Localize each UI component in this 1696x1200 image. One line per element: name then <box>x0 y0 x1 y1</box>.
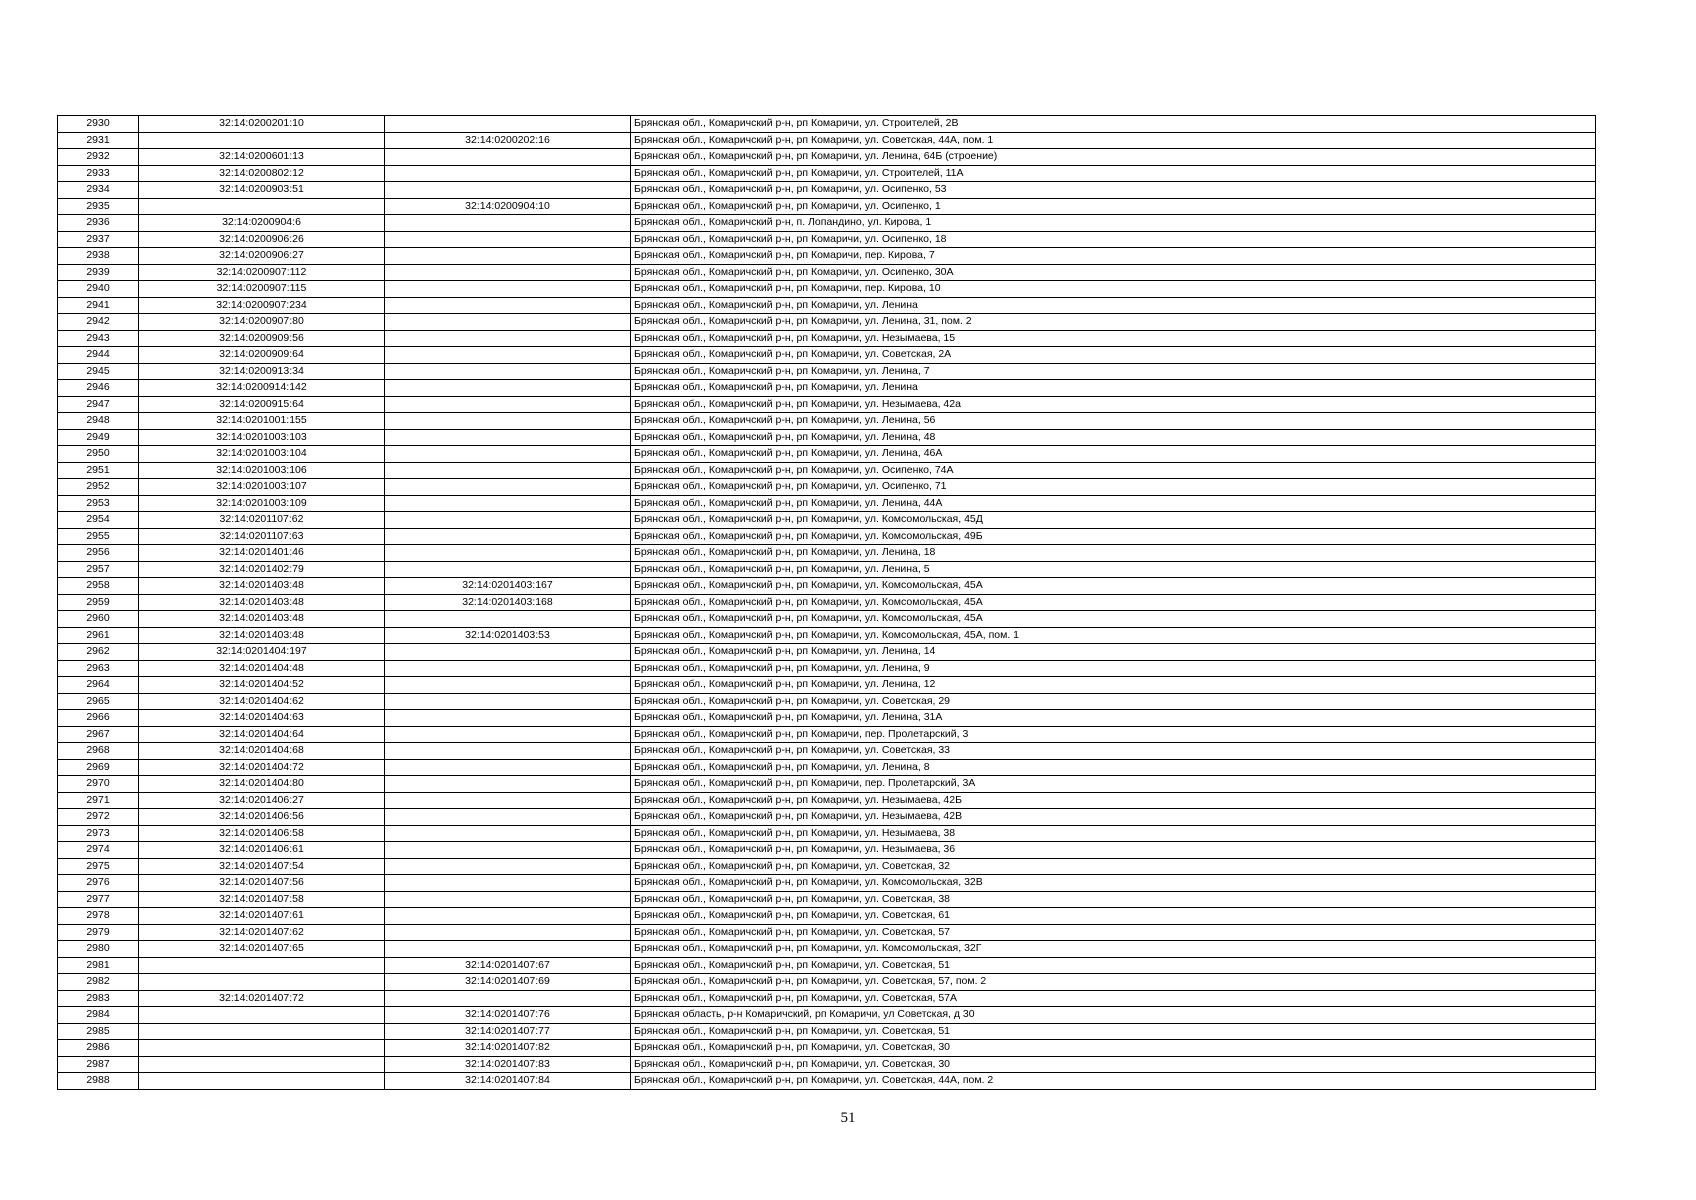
related-cadastral-number-cell <box>385 924 631 941</box>
address-cell: Брянская обл., Комаричский р-н, рп Комаричи, ул. Ленина, 14 <box>631 644 1596 661</box>
cadastral-number-cell: 32:14:0201407:56 <box>139 875 385 892</box>
address-cell: Брянская обл., Комаричский р-н, рп Комаричи, ул. Комсомольская, 45А <box>631 611 1596 628</box>
cadastral-number-cell: 32:14:0201001:155 <box>139 413 385 430</box>
table-row <box>58 1073 1596 1090</box>
row-number-cell: 2946 <box>58 380 139 397</box>
row-number-cell: 2965 <box>58 693 139 710</box>
row-number-cell: 2948 <box>58 413 139 430</box>
cadastral-number-cell: 32:14:0200907:115 <box>139 281 385 298</box>
row-number-cell: 2983 <box>58 990 139 1007</box>
address-cell: Брянская обл., Комаричский р-н, рп Комаричи, ул. Незымаева, 36 <box>631 842 1596 859</box>
related-cadastral-number-cell: 32:14:0200202:16 <box>385 132 631 149</box>
cadastral-number-cell: 32:14:0201407:65 <box>139 941 385 958</box>
cadastral-number-cell: 32:14:0200906:27 <box>139 248 385 265</box>
row-number-cell: 2943 <box>58 330 139 347</box>
related-cadastral-number-cell: 32:14:0201403:168 <box>385 594 631 611</box>
related-cadastral-number-cell <box>385 891 631 908</box>
related-cadastral-number-cell <box>385 479 631 496</box>
cadastral-number-cell: 32:14:0201403:48 <box>139 611 385 628</box>
related-cadastral-number-cell <box>385 396 631 413</box>
row-number-cell: 2974 <box>58 842 139 859</box>
address-cell: Брянская обл., Комаричский р-н, рп Комаричи, ул. Строителей, 2В <box>631 116 1596 133</box>
related-cadastral-number-cell: 32:14:0201407:67 <box>385 957 631 974</box>
cadastral-number-cell: 32:14:0201003:106 <box>139 462 385 479</box>
cadastral-number-cell: 32:14:0201404:52 <box>139 677 385 694</box>
address-cell: Брянская обл., Комаричский р-н, рп Комаричи, ул. Советская, 51 <box>631 957 1596 974</box>
cadastral-number-cell: 32:14:0201107:62 <box>139 512 385 529</box>
cadastral-number-cell: 32:14:0201404:48 <box>139 660 385 677</box>
related-cadastral-number-cell <box>385 809 631 826</box>
cadastral-number-cell: 32:14:0201404:197 <box>139 644 385 661</box>
related-cadastral-number-cell <box>385 611 631 628</box>
table-row <box>58 561 1596 578</box>
cadastral-number-cell: 32:14:0201407:62 <box>139 924 385 941</box>
cadastral-number-cell: 32:14:0200903:51 <box>139 182 385 199</box>
table-row <box>58 363 1596 380</box>
related-cadastral-number-cell <box>385 297 631 314</box>
table-row <box>58 479 1596 496</box>
related-cadastral-number-cell <box>385 759 631 776</box>
address-cell: Брянская обл., Комаричский р-н, рп Комаричи, ул. Незымаева, 42В <box>631 809 1596 826</box>
address-cell: Брянская обл., Комаричский р-н, рп Комаричи, ул. Ленина, 12 <box>631 677 1596 694</box>
table-row <box>58 446 1596 463</box>
related-cadastral-number-cell <box>385 347 631 364</box>
row-number-cell: 2934 <box>58 182 139 199</box>
related-cadastral-number-cell <box>385 693 631 710</box>
row-number-cell: 2967 <box>58 726 139 743</box>
row-number-cell: 2940 <box>58 281 139 298</box>
cadastral-number-cell: 32:14:0200913:34 <box>139 363 385 380</box>
related-cadastral-number-cell <box>385 545 631 562</box>
related-cadastral-number-cell <box>385 165 631 182</box>
cadastral-number-cell: 32:14:0201401:46 <box>139 545 385 562</box>
row-number-cell: 2975 <box>58 858 139 875</box>
related-cadastral-number-cell <box>385 182 631 199</box>
related-cadastral-number-cell <box>385 281 631 298</box>
cadastral-number-cell <box>139 1073 385 1090</box>
table-row <box>58 429 1596 446</box>
table-row <box>58 314 1596 331</box>
related-cadastral-number-cell <box>385 743 631 760</box>
row-number-cell: 2981 <box>58 957 139 974</box>
cadastral-number-cell: 32:14:0201407:72 <box>139 990 385 1007</box>
row-number-cell: 2953 <box>58 495 139 512</box>
address-cell: Брянская обл., Комаричский р-н, рп Комаричи, ул. Строителей, 11А <box>631 165 1596 182</box>
cadastral-number-cell: 32:14:0200906:26 <box>139 231 385 248</box>
row-number-cell: 2936 <box>58 215 139 232</box>
address-cell: Брянская обл., Комаричский р-н, рп Комаричи, ул. Советская, 51 <box>631 1023 1596 1040</box>
address-cell: Брянская обл., Комаричский р-н, рп Комаричи, ул. Советская, 38 <box>631 891 1596 908</box>
cadastral-number-cell: 32:14:0200907:80 <box>139 314 385 331</box>
row-number-cell: 2969 <box>58 759 139 776</box>
cadastral-number-cell: 32:14:0201003:104 <box>139 446 385 463</box>
related-cadastral-number-cell: 32:14:0201407:84 <box>385 1073 631 1090</box>
related-cadastral-number-cell <box>385 248 631 265</box>
table-row <box>58 792 1596 809</box>
address-cell: Брянская обл., Комаричский р-н, рп Комаричи, ул. Советская, 2А <box>631 347 1596 364</box>
row-number-cell: 2959 <box>58 594 139 611</box>
cadastral-number-cell: 32:14:0200904:6 <box>139 215 385 232</box>
row-number-cell: 2968 <box>58 743 139 760</box>
address-cell: Брянская обл., Комаричский р-н, рп Комаричи, пер. Кирова, 10 <box>631 281 1596 298</box>
table-body <box>58 116 1596 1090</box>
related-cadastral-number-cell <box>385 660 631 677</box>
cadastral-number-cell: 32:14:0201403:48 <box>139 594 385 611</box>
address-cell: Брянская обл., Комаричский р-н, рп Комаричи, ул. Советская, 61 <box>631 908 1596 925</box>
address-cell: Брянская обл., Комаричский р-н, рп Комаричи, ул. Ленина, 9 <box>631 660 1596 677</box>
address-cell: Брянская обл., Комаричский р-н, рп Комаричи, ул. Комсомольская, 32Г <box>631 941 1596 958</box>
table-row <box>58 809 1596 826</box>
related-cadastral-number-cell <box>385 363 631 380</box>
related-cadastral-number-cell <box>385 644 631 661</box>
table-row <box>58 215 1596 232</box>
row-number-cell: 2976 <box>58 875 139 892</box>
cadastral-number-cell: 32:14:0200915:64 <box>139 396 385 413</box>
cadastral-number-cell: 32:14:0200909:64 <box>139 347 385 364</box>
row-number-cell: 2937 <box>58 231 139 248</box>
table-row <box>58 743 1596 760</box>
row-number-cell: 2963 <box>58 660 139 677</box>
table-row <box>58 990 1596 1007</box>
table-row <box>58 297 1596 314</box>
table-row <box>58 165 1596 182</box>
row-number-cell: 2938 <box>58 248 139 265</box>
address-cell: Брянская обл., Комаричский р-н, рп Комаричи, ул. Советская, 44А, пом. 2 <box>631 1073 1596 1090</box>
table-row <box>58 116 1596 133</box>
row-number-cell: 2945 <box>58 363 139 380</box>
cadastral-number-cell <box>139 957 385 974</box>
address-cell: Брянская обл., Комаричский р-н, рп Комаричи, ул. Комсомольская, 49Б <box>631 528 1596 545</box>
table-row <box>58 875 1596 892</box>
cadastral-number-cell: 32:14:0201107:63 <box>139 528 385 545</box>
table-row <box>58 1056 1596 1073</box>
table-row <box>58 1023 1596 1040</box>
address-cell: Брянская обл., Комаричский р-н, рп Комаричи, ул. Ленина <box>631 297 1596 314</box>
table-row <box>58 281 1596 298</box>
related-cadastral-number-cell <box>385 330 631 347</box>
related-cadastral-number-cell <box>385 462 631 479</box>
cadastral-number-cell: 32:14:0201003:107 <box>139 479 385 496</box>
cadastral-number-cell: 32:14:0200802:12 <box>139 165 385 182</box>
cadastral-number-cell: 32:14:0200201:10 <box>139 116 385 133</box>
cadastral-number-cell: 32:14:0201404:63 <box>139 710 385 727</box>
cadastral-number-cell <box>139 132 385 149</box>
address-cell: Брянская обл., Комаричский р-н, рп Комаричи, ул. Незымаева, 42а <box>631 396 1596 413</box>
related-cadastral-number-cell: 32:14:0201407:76 <box>385 1007 631 1024</box>
address-cell: Брянская обл., Комаричский р-н, рп Комаричи, ул. Советская, 30 <box>631 1040 1596 1057</box>
related-cadastral-number-cell <box>385 264 631 281</box>
row-number-cell: 2962 <box>58 644 139 661</box>
address-cell: Брянская обл., Комаричский р-н, рп Комаричи, пер. Пролетарский, 3А <box>631 776 1596 793</box>
row-number-cell: 2954 <box>58 512 139 529</box>
row-number-cell: 2952 <box>58 479 139 496</box>
cadastral-number-cell: 32:14:0201404:62 <box>139 693 385 710</box>
row-number-cell: 2958 <box>58 578 139 595</box>
property-registry-table <box>57 115 1596 1090</box>
cadastral-number-cell: 32:14:0201406:61 <box>139 842 385 859</box>
related-cadastral-number-cell <box>385 908 631 925</box>
table-row <box>58 396 1596 413</box>
row-number-cell: 2947 <box>58 396 139 413</box>
table-row <box>58 594 1596 611</box>
related-cadastral-number-cell <box>385 495 631 512</box>
table-row <box>58 528 1596 545</box>
table-row <box>58 198 1596 215</box>
cadastral-number-cell: 32:14:0201402:79 <box>139 561 385 578</box>
cadastral-number-cell: 32:14:0200914:142 <box>139 380 385 397</box>
row-number-cell: 2960 <box>58 611 139 628</box>
row-number-cell: 2933 <box>58 165 139 182</box>
address-cell: Брянская обл., Комаричский р-н, рп Комаричи, ул. Ленина, 18 <box>631 545 1596 562</box>
related-cadastral-number-cell <box>385 314 631 331</box>
related-cadastral-number-cell <box>385 116 631 133</box>
address-cell: Брянская обл., Комаричский р-н, рп Комаричи, пер. Пролетарский, 3 <box>631 726 1596 743</box>
table-row <box>58 693 1596 710</box>
address-cell: Брянская обл., Комаричский р-н, рп Комаричи, ул. Ленина, 8 <box>631 759 1596 776</box>
cadastral-number-cell: 32:14:0201406:58 <box>139 825 385 842</box>
cadastral-number-cell: 32:14:0201403:48 <box>139 578 385 595</box>
related-cadastral-number-cell <box>385 875 631 892</box>
page-number: 51 <box>840 1110 856 1126</box>
address-cell: Брянская обл., Комаричский р-н, рп Комаричи, ул. Советская, 57А <box>631 990 1596 1007</box>
cadastral-number-cell: 32:14:0201407:61 <box>139 908 385 925</box>
cadastral-number-cell <box>139 1056 385 1073</box>
table-row <box>58 132 1596 149</box>
cadastral-number-cell <box>139 974 385 991</box>
row-number-cell: 2932 <box>58 149 139 166</box>
address-cell: Брянская обл., Комаричский р-н, п. Лопандино, ул. Кирова, 1 <box>631 215 1596 232</box>
table-row <box>58 759 1596 776</box>
row-number-cell: 2942 <box>58 314 139 331</box>
row-number-cell: 2982 <box>58 974 139 991</box>
table-row <box>58 908 1596 925</box>
related-cadastral-number-cell: 32:14:0201403:53 <box>385 627 631 644</box>
address-cell: Брянская обл., Комаричский р-н, рп Комаричи, ул. Советская, 29 <box>631 693 1596 710</box>
related-cadastral-number-cell <box>385 215 631 232</box>
address-cell: Брянская обл., Комаричский р-н, рп Комаричи, ул. Осипенко, 30А <box>631 264 1596 281</box>
address-cell: Брянская обл., Комаричский р-н, рп Комаричи, ул. Ленина <box>631 380 1596 397</box>
row-number-cell: 2955 <box>58 528 139 545</box>
row-number-cell: 2966 <box>58 710 139 727</box>
table-row <box>58 957 1596 974</box>
cadastral-number-cell <box>139 1007 385 1024</box>
related-cadastral-number-cell <box>385 429 631 446</box>
related-cadastral-number-cell: 32:14:0201407:77 <box>385 1023 631 1040</box>
address-cell: Брянская обл., Комаричский р-н, рп Комаричи, ул. Советская, 33 <box>631 743 1596 760</box>
row-number-cell: 2977 <box>58 891 139 908</box>
table-row <box>58 380 1596 397</box>
table-row <box>58 842 1596 859</box>
table-row <box>58 611 1596 628</box>
table-row <box>58 248 1596 265</box>
related-cadastral-number-cell <box>385 710 631 727</box>
row-number-cell: 2964 <box>58 677 139 694</box>
address-cell: Брянская обл., Комаричский р-н, рп Комаричи, ул. Советская, 30 <box>631 1056 1596 1073</box>
address-cell: Брянская обл., Комаричский р-н, рп Комаричи, ул. Советская, 32 <box>631 858 1596 875</box>
address-cell: Брянская обл., Комаричский р-н, рп Комаричи, ул. Ленина, 44А <box>631 495 1596 512</box>
row-number-cell: 2931 <box>58 132 139 149</box>
cadastral-number-cell: 32:14:0201404:68 <box>139 743 385 760</box>
table-row <box>58 1040 1596 1057</box>
cadastral-number-cell: 32:14:0201003:109 <box>139 495 385 512</box>
address-cell: Брянская обл., Комаричский р-н, рп Комаричи, ул. Ленина, 64Б (строение) <box>631 149 1596 166</box>
table-row <box>58 1007 1596 1024</box>
cadastral-number-cell <box>139 1023 385 1040</box>
table-row <box>58 149 1596 166</box>
related-cadastral-number-cell <box>385 446 631 463</box>
table-row <box>58 462 1596 479</box>
cadastral-number-cell: 32:14:0200907:112 <box>139 264 385 281</box>
row-number-cell: 2980 <box>58 941 139 958</box>
cadastral-number-cell: 32:14:0201404:64 <box>139 726 385 743</box>
row-number-cell: 2985 <box>58 1023 139 1040</box>
cadastral-number-cell <box>139 198 385 215</box>
row-number-cell: 2986 <box>58 1040 139 1057</box>
related-cadastral-number-cell <box>385 825 631 842</box>
cadastral-number-cell: 32:14:0201404:72 <box>139 759 385 776</box>
address-cell: Брянская обл., Комаричский р-н, рп Комаричи, ул. Советская, 44А, пом. 1 <box>631 132 1596 149</box>
related-cadastral-number-cell <box>385 941 631 958</box>
row-number-cell: 2950 <box>58 446 139 463</box>
table-row <box>58 231 1596 248</box>
table-row <box>58 776 1596 793</box>
cadastral-number-cell: 32:14:0201407:58 <box>139 891 385 908</box>
related-cadastral-number-cell <box>385 990 631 1007</box>
address-cell: Брянская обл., Комаричский р-н, рп Комаричи, ул. Ленина, 31, пом. 2 <box>631 314 1596 331</box>
row-number-cell: 2973 <box>58 825 139 842</box>
row-number-cell: 2956 <box>58 545 139 562</box>
address-cell: Брянская обл., Комаричский р-н, рп Комаричи, ул. Осипенко, 74А <box>631 462 1596 479</box>
address-cell: Брянская обл., Комаричский р-н, рп Комаричи, ул. Ленина, 46А <box>631 446 1596 463</box>
related-cadastral-number-cell: 32:14:0200904:10 <box>385 198 631 215</box>
cadastral-number-cell: 32:14:0200909:56 <box>139 330 385 347</box>
related-cadastral-number-cell <box>385 149 631 166</box>
table-row <box>58 644 1596 661</box>
table-row <box>58 182 1596 199</box>
row-number-cell: 2935 <box>58 198 139 215</box>
row-number-cell: 2939 <box>58 264 139 281</box>
related-cadastral-number-cell <box>385 512 631 529</box>
address-cell: Брянская обл., Комаричский р-н, рп Комаричи, ул. Советская, 57 <box>631 924 1596 941</box>
related-cadastral-number-cell <box>385 561 631 578</box>
row-number-cell: 2971 <box>58 792 139 809</box>
row-number-cell: 2944 <box>58 347 139 364</box>
related-cadastral-number-cell <box>385 528 631 545</box>
address-cell: Брянская обл., Комаричский р-н, рп Комаричи, ул. Незымаева, 42Б <box>631 792 1596 809</box>
table-row <box>58 512 1596 529</box>
cadastral-number-cell: 32:14:0201403:48 <box>139 627 385 644</box>
table-row <box>58 891 1596 908</box>
related-cadastral-number-cell <box>385 858 631 875</box>
related-cadastral-number-cell <box>385 776 631 793</box>
address-cell: Брянская обл., Комаричский р-н, рп Комаричи, ул. Осипенко, 18 <box>631 231 1596 248</box>
related-cadastral-number-cell: 32:14:0201403:167 <box>385 578 631 595</box>
table-row <box>58 677 1596 694</box>
related-cadastral-number-cell: 32:14:0201407:83 <box>385 1056 631 1073</box>
row-number-cell: 2979 <box>58 924 139 941</box>
related-cadastral-number-cell <box>385 792 631 809</box>
table-row <box>58 347 1596 364</box>
table-row <box>58 941 1596 958</box>
address-cell: Брянская обл., Комаричский р-н, рп Комаричи, ул. Осипенко, 1 <box>631 198 1596 215</box>
address-cell: Брянская обл., Комаричский р-н, рп Комаричи, ул. Осипенко, 71 <box>631 479 1596 496</box>
table-row <box>58 974 1596 991</box>
table-row <box>58 924 1596 941</box>
row-number-cell: 2941 <box>58 297 139 314</box>
address-cell: Брянская обл., Комаричский р-н, рп Комаричи, ул. Комсомольская, 32В <box>631 875 1596 892</box>
cadastral-number-cell: 32:14:0200601:13 <box>139 149 385 166</box>
cadastral-number-cell: 32:14:0201003:103 <box>139 429 385 446</box>
related-cadastral-number-cell: 32:14:0201407:82 <box>385 1040 631 1057</box>
address-cell: Брянская обл., Комаричский р-н, рп Комаричи, ул. Комсомольская, 45Д <box>631 512 1596 529</box>
table-row <box>58 413 1596 430</box>
row-number-cell: 2961 <box>58 627 139 644</box>
row-number-cell: 2987 <box>58 1056 139 1073</box>
related-cadastral-number-cell <box>385 380 631 397</box>
table-row <box>58 726 1596 743</box>
row-number-cell: 2984 <box>58 1007 139 1024</box>
related-cadastral-number-cell <box>385 413 631 430</box>
related-cadastral-number-cell <box>385 231 631 248</box>
cadastral-number-cell: 32:14:0201406:56 <box>139 809 385 826</box>
row-number-cell: 2988 <box>58 1073 139 1090</box>
cadastral-number-cell: 32:14:0201406:27 <box>139 792 385 809</box>
address-cell: Брянская обл., Комаричский р-н, рп Комаричи, ул. Ленина, 31А <box>631 710 1596 727</box>
address-cell: Брянская обл., Комаричский р-н, рп Комаричи, ул. Комсомольская, 45А <box>631 578 1596 595</box>
table-row <box>58 330 1596 347</box>
row-number-cell: 2970 <box>58 776 139 793</box>
table-row <box>58 627 1596 644</box>
address-cell: Брянская обл., Комаричский р-н, рп Комаричи, ул. Комсомольская, 45А, пом. 1 <box>631 627 1596 644</box>
address-cell: Брянская обл., Комаричский р-н, рп Комаричи, ул. Осипенко, 53 <box>631 182 1596 199</box>
table-row <box>58 495 1596 512</box>
address-cell: Брянская обл., Комаричский р-н, рп Комаричи, ул. Ленина, 5 <box>631 561 1596 578</box>
row-number-cell: 2972 <box>58 809 139 826</box>
related-cadastral-number-cell <box>385 842 631 859</box>
address-cell: Брянская обл., Комаричский р-н, рп Комаричи, пер. Кирова, 7 <box>631 248 1596 265</box>
related-cadastral-number-cell: 32:14:0201407:69 <box>385 974 631 991</box>
address-cell: Брянская область, р-н Комаричский, рп Комаричи, ул Советская, д 30 <box>631 1007 1596 1024</box>
row-number-cell: 2978 <box>58 908 139 925</box>
address-cell: Брянская обл., Комаричский р-н, рп Комаричи, ул. Ленина, 48 <box>631 429 1596 446</box>
table-row <box>58 710 1596 727</box>
row-number-cell: 2957 <box>58 561 139 578</box>
address-cell: Брянская обл., Комаричский р-н, рп Комаричи, ул. Советская, 57, пом. 2 <box>631 974 1596 991</box>
table-row <box>58 660 1596 677</box>
table-row <box>58 858 1596 875</box>
table-row <box>58 825 1596 842</box>
address-cell: Брянская обл., Комаричский р-н, рп Комаричи, ул. Ленина, 7 <box>631 363 1596 380</box>
address-cell: Брянская обл., Комаричский р-н, рп Комаричи, ул. Незымаева, 38 <box>631 825 1596 842</box>
related-cadastral-number-cell <box>385 677 631 694</box>
address-cell: Брянская обл., Комаричский р-н, рп Комаричи, ул. Комсомольская, 45А <box>631 594 1596 611</box>
cadastral-number-cell: 32:14:0201407:54 <box>139 858 385 875</box>
related-cadastral-number-cell <box>385 726 631 743</box>
row-number-cell: 2930 <box>58 116 139 133</box>
table-row <box>58 578 1596 595</box>
row-number-cell: 2951 <box>58 462 139 479</box>
address-cell: Брянская обл., Комаричский р-н, рп Комаричи, ул. Незымаева, 15 <box>631 330 1596 347</box>
row-number-cell: 2949 <box>58 429 139 446</box>
address-cell: Брянская обл., Комаричский р-н, рп Комаричи, ул. Ленина, 56 <box>631 413 1596 430</box>
cadastral-number-cell: 32:14:0200907:234 <box>139 297 385 314</box>
table-row <box>58 264 1596 281</box>
cadastral-number-cell <box>139 1040 385 1057</box>
cadastral-number-cell: 32:14:0201404:80 <box>139 776 385 793</box>
table-row <box>58 545 1596 562</box>
